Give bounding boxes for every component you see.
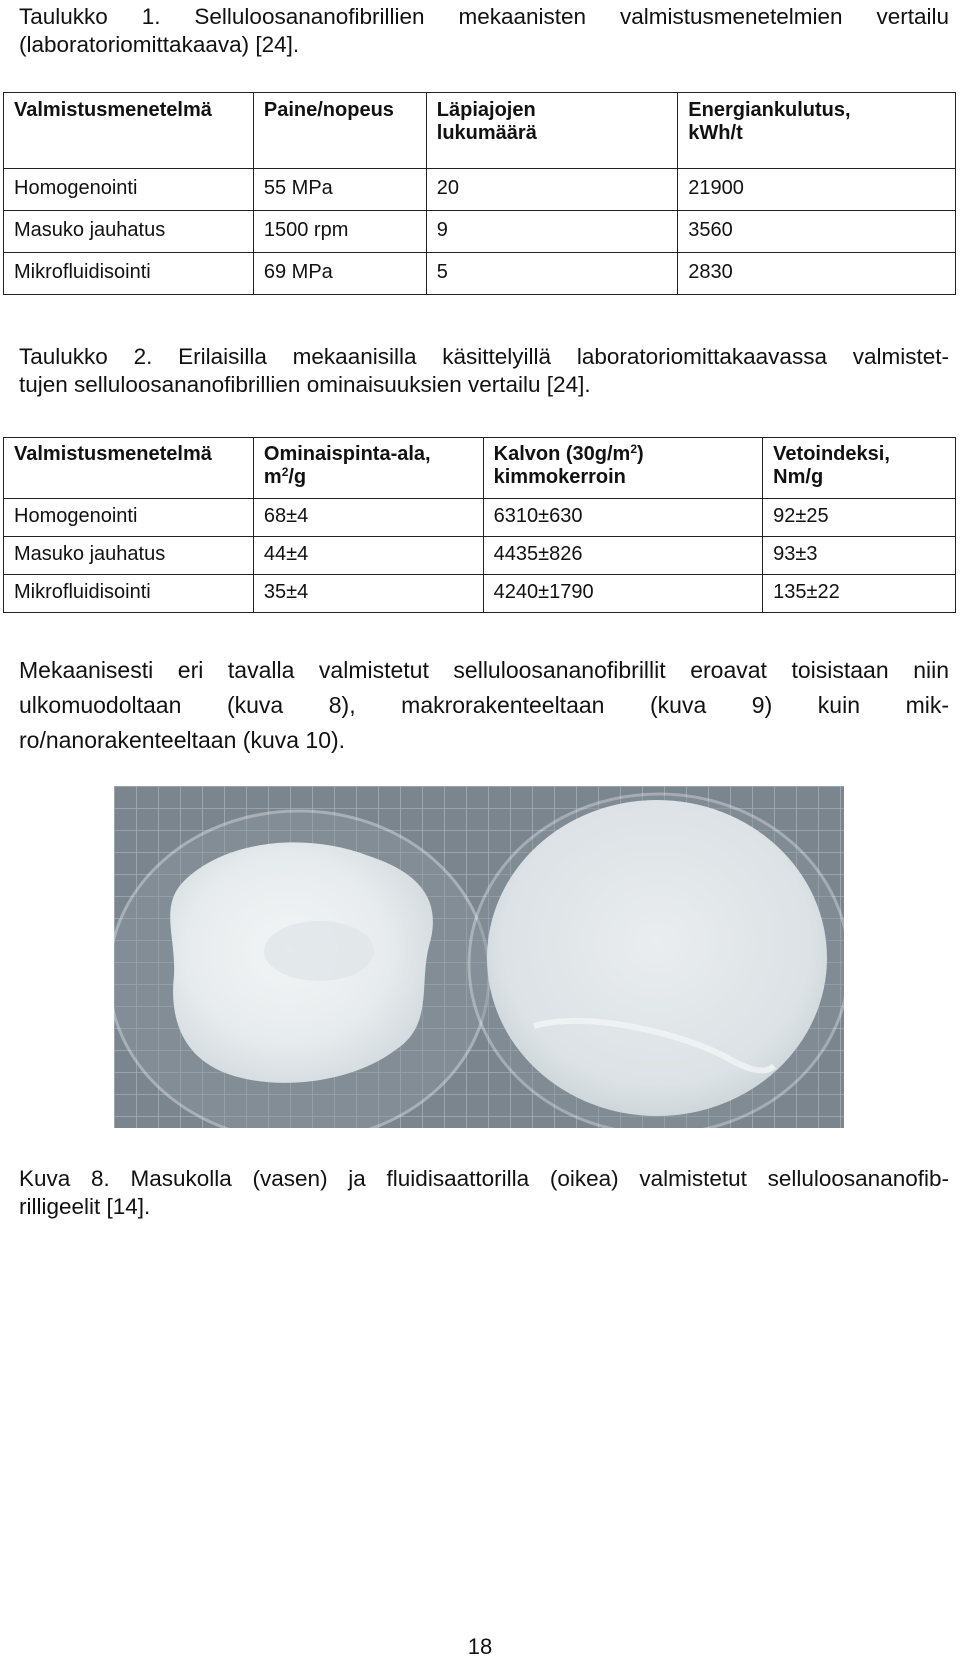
table2-caption-line2: tujen selluloosananofibrillien ominaisuuksien vertailu [24]. (19, 372, 591, 397)
table1-header-energy (678, 93, 956, 169)
table-cell: 4240±1790 (483, 575, 763, 613)
table-cell: 35±4 (253, 575, 483, 613)
paragraph-line2: ulkomuodoltaan (kuva 8), makrorakenteeltaan (kuva 9) kuin mik- (19, 692, 949, 718)
table-cell: 92±25 (763, 499, 956, 537)
table1-header-passes (426, 93, 678, 169)
figure-caption-line2: rilligeelit [14]. (19, 1194, 151, 1219)
table2-header-surface-area-line1: Ominaispinta-ala, (263, 443, 431, 465)
unit-rest: /g (288, 466, 307, 488)
unit-superscript: 2 (281, 465, 289, 479)
unit-base: m (263, 466, 282, 488)
modulus-close: ) (637, 443, 644, 465)
table-cell: 20 (426, 169, 678, 211)
table2-caption-line1: Taulukko 2. Erilaisilla mekaanisilla käsittelyillä laboratoriomittakaavassa valmistet- (19, 344, 949, 369)
page-number: 18 (467, 1634, 493, 1659)
table-cell: Masuko jauhatus (4, 211, 254, 253)
paragraph-line3: ro/nanorakenteeltaan (kuva 10). (19, 727, 346, 753)
table-row (4, 537, 956, 575)
table1-header-pressure: Paine/nopeus (253, 93, 426, 169)
table-cell: 44±4 (253, 537, 483, 575)
table2-header-modulus (483, 438, 763, 499)
table-cell: 55 MPa (253, 169, 426, 211)
figure-caption (19, 1165, 949, 1221)
table-cell: 9 (426, 211, 678, 253)
modulus-text: Kalvon (30g/m (493, 443, 631, 465)
table-cell: 2830 (678, 253, 956, 295)
table2-header-row (4, 438, 956, 499)
table1-header-energy-line1: Energiankulutus, (688, 99, 851, 121)
table-cell: 93±3 (763, 537, 956, 575)
table1-header-passes-line1: Läpiajojen (436, 99, 536, 121)
gel-photo (114, 786, 844, 1128)
table2-header-modulus-line2: kimmokerroin (493, 466, 626, 488)
right-gel-sample (487, 800, 827, 1116)
table1-caption-line2: (laboratoriomittakaava) [24]. (19, 32, 300, 57)
table1-header-method: Valmistusmenetelmä (4, 93, 254, 169)
table2-caption (19, 343, 949, 399)
table-cell: 5 (426, 253, 678, 295)
gel-photo-graphic (114, 786, 844, 1128)
table-cell: Homogenointi (4, 499, 254, 537)
table-cell: Mikrofluidisointi (4, 575, 254, 613)
paragraph-line1: Mekaanisesti eri tavalla valmistetut selluloosananofibrillit eroavat toisistaan niin (19, 657, 949, 683)
table2-header-tensile-index (763, 438, 956, 499)
table-row (4, 575, 956, 613)
table1 (3, 92, 956, 295)
table1-caption (19, 3, 949, 59)
table1-header-row (4, 93, 956, 169)
table2-header-tensile-line2: Nm/g (773, 466, 824, 488)
table-cell: 69 MPa (253, 253, 426, 295)
table-row (4, 253, 956, 295)
table2-header-tensile-line1: Vetoindeksi, (773, 443, 890, 465)
table1-header-energy-line2: kWh/t (688, 122, 743, 144)
table-cell: Masuko jauhatus (4, 537, 254, 575)
table-cell: 135±22 (763, 575, 956, 613)
table-row (4, 211, 956, 253)
table-cell: 4435±826 (483, 537, 763, 575)
table2-header-modulus-line1 (494, 443, 753, 466)
table-cell: 1500 rpm (253, 211, 426, 253)
table2-header-surface-area (253, 438, 483, 499)
table-cell: Homogenointi (4, 169, 254, 211)
table2-header-method: Valmistusmenetelmä (4, 438, 254, 499)
body-paragraph (19, 653, 949, 758)
table-cell: 3560 (678, 211, 956, 253)
table-cell: Mikrofluidisointi (4, 253, 254, 295)
table2-header-surface-area-line2 (264, 466, 473, 489)
table-cell: 21900 (678, 169, 956, 211)
left-gel-highlight (264, 921, 374, 981)
table-cell: 6310±630 (483, 499, 763, 537)
table1-caption-line1: Taulukko 1. Selluloosananofibrillien mekaanisten valmistusmenetelmien vertailu (19, 4, 949, 29)
table2 (3, 437, 956, 613)
table-row (4, 499, 956, 537)
modulus-superscript: 2 (630, 442, 638, 456)
figure-caption-line1: Kuva 8. Masukolla (vasen) ja fluidisaattorilla (oikea) valmistetut selluloosananofib- (19, 1166, 949, 1191)
table-cell: 68±4 (253, 499, 483, 537)
table1-header-passes-line2: lukumäärä (436, 122, 537, 144)
table-row (4, 169, 956, 211)
